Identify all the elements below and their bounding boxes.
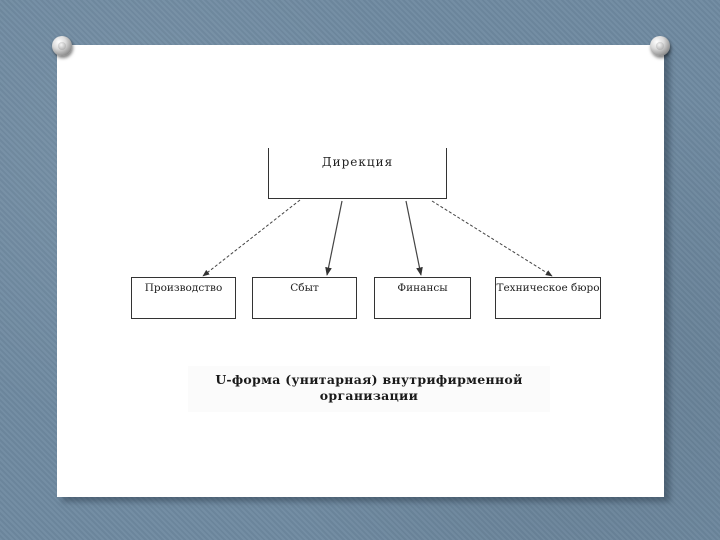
node-production (131, 277, 236, 319)
node-directorate-label: Дирекция (321, 155, 394, 169)
node-finance (374, 277, 471, 319)
node-directorate (268, 148, 447, 199)
arrow-to-sales (327, 201, 342, 275)
caption-line-1: U-форма (унитарная) внутрифирменной (215, 372, 523, 387)
node-tech-bureau (495, 277, 601, 319)
node-finance-label: Финансы (397, 282, 448, 294)
node-sales (252, 277, 357, 319)
caption-line-2: организации (319, 388, 419, 403)
arrow-to-tech-bureau (432, 201, 552, 276)
arrow-to-finance (406, 201, 421, 275)
node-tech-bureau-label: Техническое бюро (496, 282, 600, 294)
arrow-to-production (203, 200, 300, 276)
node-production-label: Производство (144, 282, 223, 294)
diagram-caption (188, 366, 550, 412)
node-sales-label: Сбыт (290, 282, 319, 294)
